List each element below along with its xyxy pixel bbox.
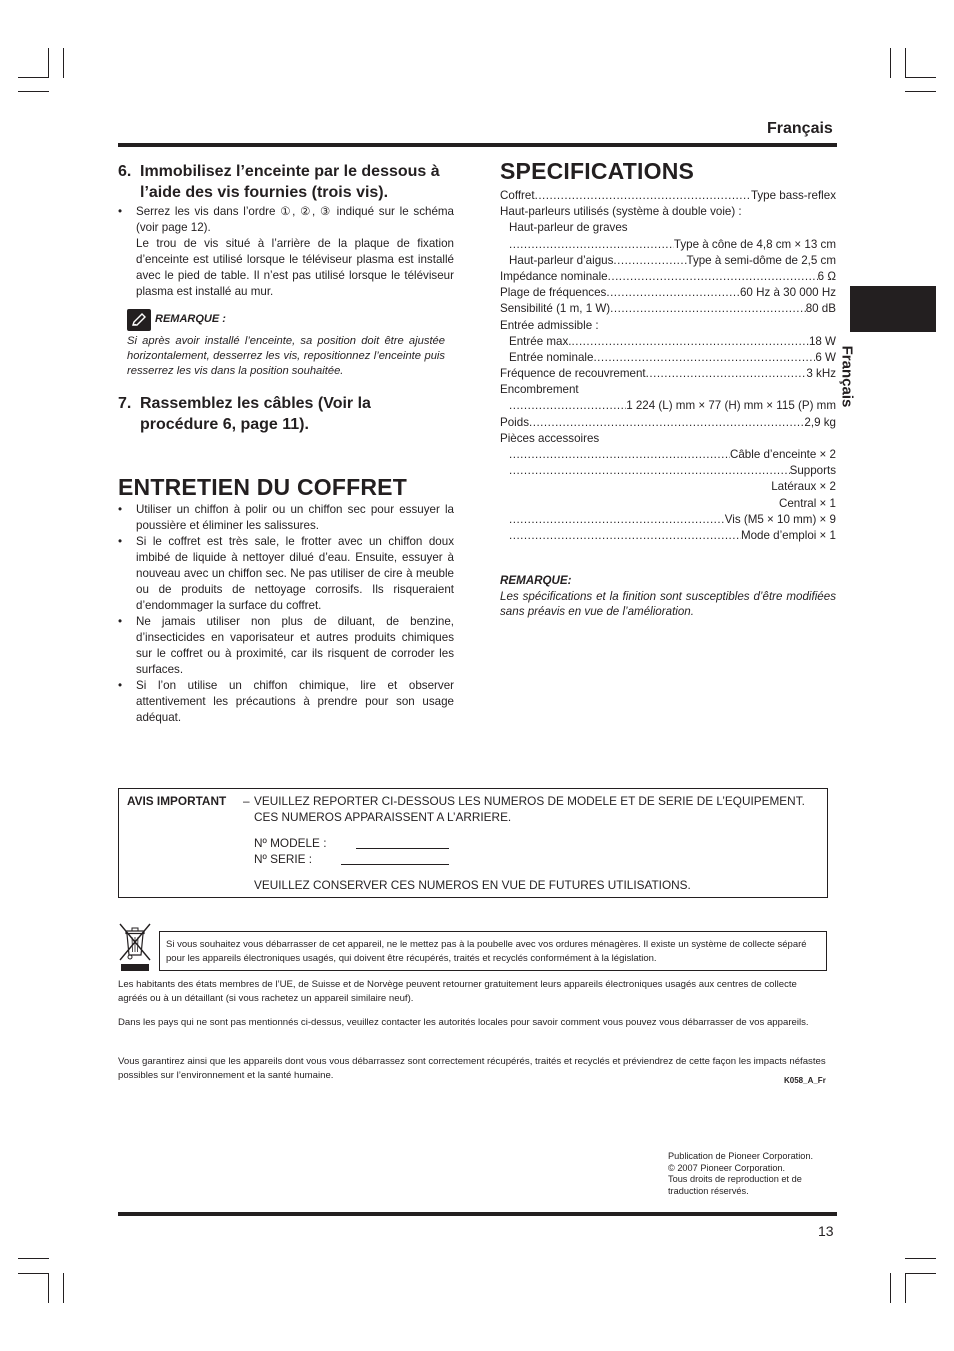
publication-line-3: Tous droits de reproduction et de [668, 1174, 802, 1185]
weee-paragraph-2: Dans les pays qui ne sont pas mentionnés ci-dessus, veuillez contacter les autorités locales pour savoir comment vous pouvez vous débarrasser de vos appareils. [118, 1017, 809, 1028]
spec-row-frequences: Plage de fréquences ..... 60 Hz à 30 000 Hz [500, 285, 836, 301]
avis-dash: – [243, 794, 250, 808]
spec-row-poids: Poids ..... 2,9 kg [500, 415, 836, 431]
spec-row-aigus: Haut-parleur d’aigus ..... Type à semi-dôme de 2,5 cm [500, 253, 836, 269]
step-6-number: 6. [118, 163, 132, 180]
spec-row-hp: Haut-parleurs utilisés (système à double voie) : [500, 205, 742, 219]
note-label: REMARQUE : [155, 313, 226, 325]
step-7-number: 7. [118, 395, 132, 412]
spec-row-coffret: Coffret ..... Type bass-reflex [500, 188, 836, 204]
specs-list [500, 188, 836, 544]
bullet-icon: • [118, 615, 123, 628]
avis-label: AVIS IMPORTANT [127, 794, 227, 808]
top-rule [118, 143, 837, 147]
step-6-bullet-text: Serrez les vis dans l’ordre ①, ②, ③ indiqué sur le schéma (voir page 12). [136, 205, 454, 234]
avis-modele-label: Nº MODELE : [254, 836, 327, 850]
step-6 [118, 161, 460, 205]
avis-important-box [118, 788, 828, 898]
spec-row-pieces: Pièces accessoires [500, 431, 600, 445]
spec-row-entree: Entrée admissible : [500, 318, 599, 332]
spec-row-sensibilite: Sensibilité (1 m, 1 W) ..... 80 dB [500, 301, 836, 317]
pencil-note-icon [127, 309, 151, 331]
spec-row-mode: ..... Mode d’emploi × 1 [500, 528, 836, 544]
publication-line-4: traduction réservés. [668, 1185, 749, 1196]
weee-paragraph-1: Les habitants des états membres de l’UE, de Suisse et de Norvège peuvent retourner gratuitement leurs appareils électroniques usagés aux centres de collecte agréés ou à un détaillant (si vous rachetez un appareil similaire neuf). [118, 979, 797, 1004]
weee-paragraph-3: Vous garantirez ainsi que les appareils dont vous vous débarrassez sont correctement récupérés, traités et recyclés et préviendrez de cette façon les impacts néfastes possibles sur l’environnement et la santé humaine. [118, 1056, 826, 1081]
avis-line-2: CES NUMEROS APPARAISSENT A L’ARRIERE. [254, 810, 512, 824]
bullet-icon: • [118, 679, 123, 692]
side-language-label: Français [838, 345, 856, 408]
spec-row-graves-value: ..... Type à cône de 4,8 cm × 13 cm [500, 237, 836, 253]
weee-box-text: Si vous souhaitez vous débarrasser de cet appareil, ne le mettez pas à la poubelle avec vos ordures ménagères. Il existe un système de collecte séparé pour les appareils électroniques usagés, qui doivent être récupérés, traités et recyclés conformément à la législation. [159, 931, 827, 971]
avis-serie-label: Nº SERIE : [254, 852, 313, 866]
avis-modele-line [356, 848, 449, 849]
header-language: Français [767, 120, 833, 137]
side-tab [850, 286, 936, 332]
entretien-title: ENTRETIEN DU COFFRET [118, 474, 407, 500]
avis-line-1: VEUILLEZ REPORTER CI-DESSOUS LES NUMEROS DE MODELE ET DE SERIE DE L’EQUIPEMENT. [254, 794, 805, 808]
page-number: 13 [818, 1223, 834, 1239]
entretien-item: • Si le coffret est très sale, le frotter avec un chiffon doux imbibé de liquide à nettoyer dilué d’eau. Ensuite, essuyer à nouveau avec un chiffon sec. Ne pas utiliser de cire à meuble ou de produits de nettoyage corrosifs. Ils risqueraient d’endommager la surface du coffret. [118, 535, 454, 612]
step-7 [118, 393, 460, 437]
spec-row-supports: ..... Supports [500, 463, 836, 479]
avis-serie-line [341, 864, 449, 865]
publication-block [668, 1151, 813, 1197]
spec-row-recouvrement: Fréquence de recouvrement ..... 3 kHz [500, 366, 836, 382]
bullet-icon: • [118, 535, 123, 548]
bottom-rule [118, 1212, 837, 1216]
note-text: Si après avoir installé l’enceinte, sa position doit être ajustée horizontalement, desserrez les vis, repositionnez l’enceinte puis resserrez les vis dans la position souhaitée. [127, 335, 445, 377]
spec-row-entree-nominale: Entrée nominale ..... 6 W [500, 350, 836, 366]
step-6-paragraph: Le trou de vis situé à l’arrière de la plaque de fixation d’enceinte est utilisé lorsque le téléviseur plasma est installé avec le pied de table. Il n’est pas utilisé lorsque le téléviseur plasma est installé au mur. [136, 237, 454, 298]
specs-note-text: Les spécifications et la finition sont susceptibles d’être modifiées sans préavis en vue de l’amélioration. [500, 590, 836, 618]
weee-code: K058_A_Fr [784, 1076, 826, 1085]
specs-note-label: REMARQUE: [500, 574, 572, 587]
spec-row-cable: ..... Câble d’enceinte × 2 [500, 447, 836, 463]
spec-row-central: Central × 1 [778, 496, 836, 510]
step-6-title: Immobilisez l’enceinte par le dessous à l’aide des vis fournies (trois vis). [140, 163, 440, 201]
bullet-icon: • [118, 503, 123, 516]
entretien-item: • Ne jamais utiliser non plus de diluant, de benzine, d’insecticides en vaporisateur et autres produits chimiques sur le coffret ou à proximité, car ils risquent de corroder les surfaces. [118, 615, 454, 676]
spec-row-encombrement-label: Encombrement [500, 383, 579, 397]
specs-title: SPECIFICATIONS [500, 158, 695, 184]
publication-line-2: © 2007 Pioneer Corporation. [668, 1162, 786, 1173]
spec-row-graves-label: Haut-parleur de graves [509, 221, 628, 235]
step-6-bullet [118, 204, 454, 300]
avis-footer: VEUILLEZ CONSERVER CES NUMEROS EN VUE DE FUTURES UTILISATIONS. [254, 878, 691, 892]
spec-row-entree-max: Entrée max. ..... 18 W [500, 334, 836, 350]
bullet-icon: • [118, 205, 123, 218]
spec-row-vis: ..... Vis (M5 × 10 mm) × 9 [500, 512, 836, 528]
publication-line-1: Publication de Pioneer Corporation. [668, 1151, 814, 1161]
entretien-list [118, 502, 454, 726]
entretien-item: • Utiliser un chiffon à polir ou un chiffon sec pour essuyer la poussière et éliminer les salissures. [118, 503, 454, 532]
weee-crossed-bin-icon [118, 922, 152, 972]
spec-row-impedance: Impédance nominale ..... 6 Ω [500, 269, 836, 285]
entretien-item: • Si l’on utilise un chiffon chimique, lire et observer attentivement les précautions à prendre pour son usage adéquat. [118, 679, 454, 724]
spec-row-lateraux: Latéraux × 2 [771, 480, 836, 494]
spec-row-encombrement-value: ..... 1 224 (L) mm × 77 (H) mm × 115 (P) mm [500, 398, 836, 414]
step-7-title: Rassemblez les câbles (Voir la procédure 6, page 11). [140, 395, 371, 433]
